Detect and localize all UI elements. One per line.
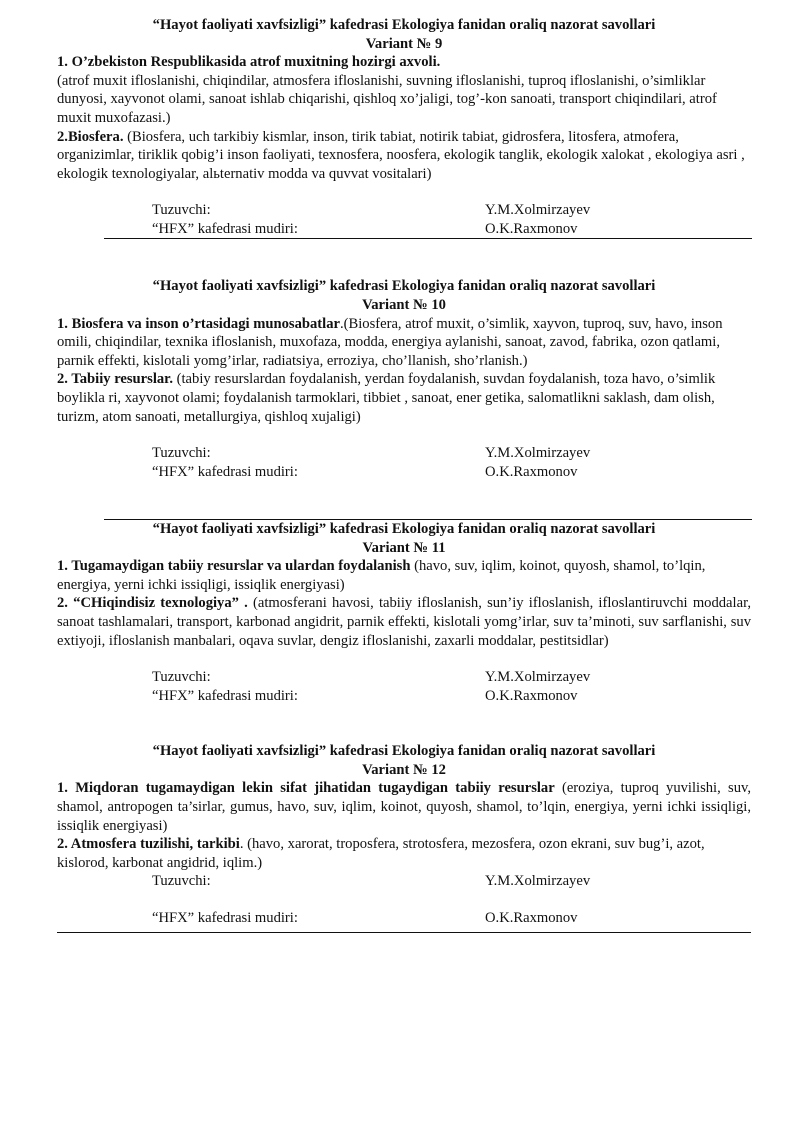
question-1-text: .(Biosfera, atrof muxit, o’simlik, xayvon, tuproq, suv, havo, inson omili, chiqindilar, texnika ifloslanish, muxofaza, modda, energiya aylanishi, sanoat, zavod, fabrika, ozon qatlami, parnik effekti, kislotali yomg’irlar, radiatsiya, erroziya, cho’llanish, sho’rlanish.) <box>57 315 723 369</box>
head-label: “HFX” kafedrasi mudiri: <box>152 464 298 481</box>
block-header: “Hayot faoliyati xavfsizligi” kafedrasi Ekologiya fanidan oraliq nazorat savollari <box>152 278 656 295</box>
variant-number: Variant № 11 <box>362 539 446 556</box>
signature-head <box>57 909 751 928</box>
signature-head <box>57 687 751 706</box>
compiler-label: Tuzuvchi: <box>152 873 211 890</box>
variant-block-11 <box>57 520 751 706</box>
bottom-line <box>57 932 751 933</box>
question-2-text: (atmosferani havosi, tabiiy ifloslanish, sun’iy ifloslanish, ifloslantiruvchi moddalar, sanoat tashlamalari, transport, karbonad angidrit, parnik effekti, kislotali yomg’irlar, suv ta’minoti, suv sarflanishi, suv extiyoji, ifloslanish manbalari, oqava suvlar, dengiz ifloslanishi, zaxarli moddalar, pestitsidlar) <box>57 595 751 649</box>
block-header: “Hayot faoliyati xavfsizligi” kafedrasi Ekologiya fanidan oraliq nazorat savollari <box>152 521 656 538</box>
signature-compiler <box>57 444 751 463</box>
question-1-title: 1. Biosfera va inson o’rtasidagi munosabatlar <box>57 315 340 332</box>
block-header: “Hayot faoliyati xavfsizligi” kafedrasi Ekologiya fanidan oraliq nazorat savollari <box>152 17 656 33</box>
question-2-title: 2. Atmosfera tuzilishi, tarkibi <box>57 836 240 853</box>
question-2 <box>57 835 751 872</box>
signature-compiler <box>57 872 751 891</box>
compiler-name: Y.M.Xolmirzayev <box>485 669 591 686</box>
question-1-title: 1. Tugamaydigan tabiiy resurslar va ulardan foydalanish <box>57 558 411 575</box>
question-2 <box>57 128 751 184</box>
question-2-text: . (havo, xarorat, troposfera, strotosfera, mezosfera, ozon ekrani, suv bug’i, azot, kislorod, karbonat angidrid, iqlim.) <box>57 836 705 871</box>
head-name: O.K.Raxmonov <box>485 221 578 238</box>
compiler-label: Tuzuvchi: <box>152 202 211 219</box>
question-2-title: 2. Tabiiy resurslar. <box>57 371 173 388</box>
question-1 <box>57 557 751 594</box>
variant-block-12 <box>57 742 751 933</box>
variant-block-9 <box>57 16 751 239</box>
signature-compiler <box>57 201 751 220</box>
signature-head <box>57 463 751 482</box>
question-2-text: (Biosfera, uch tarkibiy kismlar, inson, tirik tabiat, notirik tabiat, gidrosfera, litosfera, atmofera, organizimlar, tiriklik qobig’i inson faoliyati, texnosfera, noosfera, ekologik tanglik, ekologik xalokat , ekologiya asri , ekologik texnologiyalar, alьternativ modda va quvvat vositalari) <box>57 128 745 182</box>
question-1-title: 1. Miqdoran tugamaydigan lekin sifat jihatidan tugaydigan tabiiy resurslar <box>57 780 555 797</box>
variant-number: Variant № 9 <box>365 35 443 52</box>
question-2-title: 2.Biosfera. <box>57 128 124 145</box>
question-2 <box>57 370 751 426</box>
head-label: “HFX” kafedrasi mudiri: <box>152 221 298 238</box>
question-1-text: (eroziya, tuproq yuvilishi, suv, shamol, antropogen ta’sirlar, gumus, havo, suv, iqlim, koinot, quyosh, shamol, to’lqin, energiya, yerni ichki issiqligi, issiqlik energiyasi) <box>57 780 751 834</box>
question-2 <box>57 594 751 650</box>
question-1-text: (havo, suv, iqlim, koinot, quyosh, shamol, to’lqin, energiya, yerni ichki issiqligi, issiqlik energiyasi) <box>57 558 706 593</box>
signature-compiler <box>57 668 751 687</box>
signature-head <box>57 220 751 239</box>
compiler-label: Tuzuvchi: <box>152 669 211 686</box>
question-1-title: 1. O’zbekiston Respublikasida atrof muxitning hozirgi axvoli. <box>57 54 441 71</box>
question-1 <box>57 315 751 371</box>
exam-page <box>57 16 751 933</box>
compiler-name: Y.M.Xolmirzayev <box>485 873 591 890</box>
variant-block-10 <box>57 277 751 482</box>
head-label: “HFX” kafedrasi mudiri: <box>152 910 298 927</box>
block-header: “Hayot faoliyati xavfsizligi” kafedrasi Ekologiya fanidan oraliq nazorat savollari <box>152 743 656 760</box>
variant-number: Variant № 10 <box>362 296 446 313</box>
compiler-name: Y.M.Xolmirzayev <box>485 445 591 462</box>
head-label: “HFX” kafedrasi mudiri: <box>152 688 298 705</box>
head-name: O.K.Raxmonov <box>485 464 578 481</box>
head-name: O.K.Raxmonov <box>485 688 578 705</box>
variant-number: Variant № 12 <box>362 761 446 778</box>
question-1 <box>57 53 751 127</box>
question-1-text: (atrof muxit ifloslanishi, chiqindilar, atmosfera ifloslanishi, suvning ifloslanishi, tuproq ifloslanishi, o’simliklar dunyosi, xayvonot olami, sanoat ishlab chiqarishi, qishloq xo’jaligi, tog’-kon sanoati, transport chiqindilari, atrof muxit muxofazasi.) <box>57 72 717 126</box>
head-name: O.K.Raxmonov <box>485 910 578 927</box>
compiler-label: Tuzuvchi: <box>152 445 211 462</box>
question-2-text: (tabiy resurslardan foydalanish, yerdan foydalanish, suvdan foydalanish, toza havo, o’simlik boylikla ri, xayvonot olami; foydalanish tarmoklari, tibbiet , sanoat, ener getika, salomatlikni saklash, dam olish, turizm, atom sanoati, metallurgiya, qishloq xujaligi) <box>57 371 716 425</box>
question-2-title: 2. “CHiqindisiz texnologiya” . <box>57 595 248 612</box>
compiler-name: Y.M.Xolmirzayev <box>485 202 591 219</box>
question-1 <box>57 779 751 835</box>
